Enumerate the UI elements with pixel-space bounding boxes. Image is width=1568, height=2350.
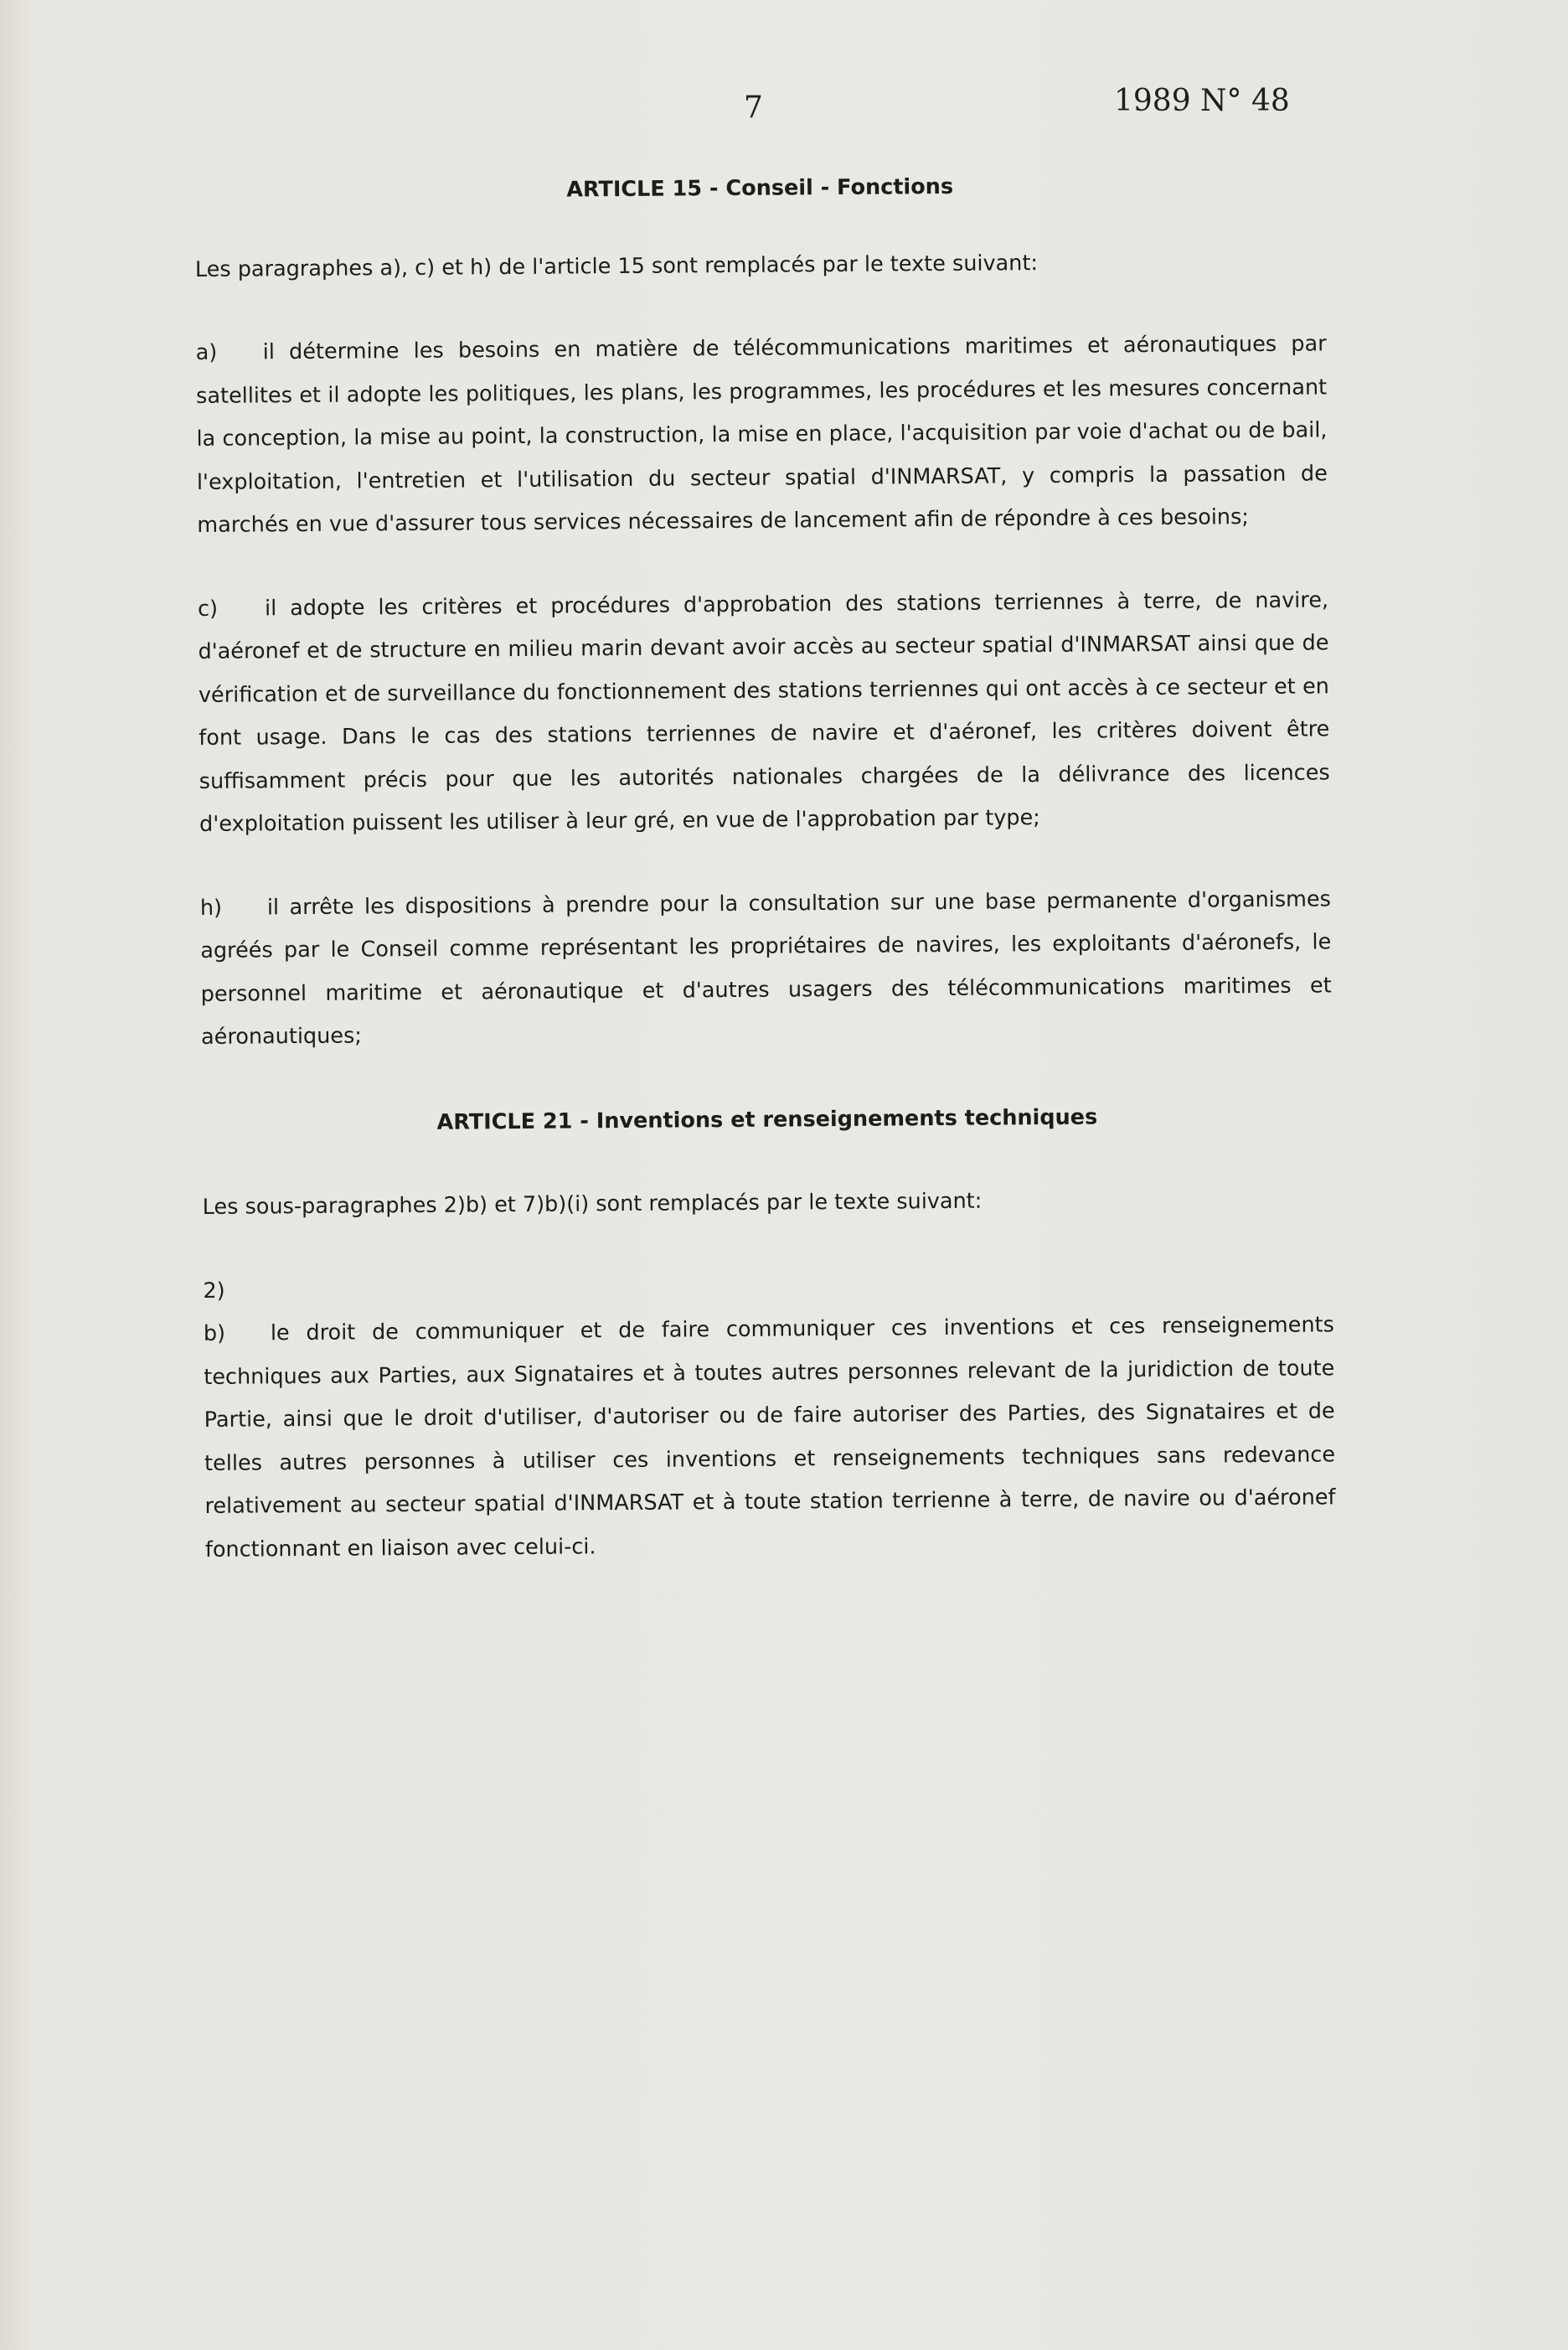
paragraph-h-text: il arrête les dispositions à prendre pour la consultation sur une base permanente d'organismes agréés par le Conseil comme représentant les propriétaires de navires, les exploitants d'aéronefs, le personnel maritime et aéronautique et d'autres usagers des télécommunications maritimes et aéronautiques;	[200, 886, 1332, 1050]
subparagraph-2-label: 2)	[203, 1278, 225, 1304]
paragraph-c	[198, 579, 1330, 847]
paragraph-a	[196, 323, 1328, 547]
paragraph-a-text: il détermine les besoins en matière de télécommunications maritimes et aéronautiques par satellites et il adopte les politiques, les plans, les programmes, les procédures et les mesures concernant la conception, la mise au point, la construction, la mise en place, l'acquisition par voie d'achat ou de bail, l'exploitation, l'entretien et l'utilisation du secteur spatial d'INMARSAT, y compris la passation de marchés en vue d'assurer tous services nécessaires de lancement afin de répondre à ces besoins;	[195, 331, 1328, 538]
page-header	[0, 84, 1568, 134]
journal-reference: 1989 N° 48	[1114, 84, 1290, 118]
paragraph-c-text: il adopte les critères et procédures d'approbation des stations terriennes à terre, de navire, d'aéronef et de structure en milieu marin devant avoir accès au secteur spatial d'INMARSAT ainsi que de vérification et de surveillance du fonctionnement des stations terriennes qui ont accès à ce secteur et en font usage. Dans le cas des stations terriennes de navire et d'aéronef, les critères doivent être suffisamment précis pour que les autorités nationales chargées de la délivrance des licences d'exploitation puissent les utiliser à leur gré, en vue de l'approbation par type;	[198, 586, 1330, 837]
paragraph-h	[200, 878, 1333, 1060]
page-number: 7	[744, 90, 763, 125]
paragraph-2b-text: le droit de communiquer et de faire communiquer ces inventions et ces renseignements techniques aux Parties, aux Signataires et à toutes autres personnes relevant de la juridiction de toute Partie, ainsi que le droit d'utiliser, d'autoriser ou de faire autoriser des Parties, des Signataires et de telles autres personnes à utiliser ces inventions et renseignements techniques sans redevance relativement au secteur spatial d'INMARSAT et à toute station terrienne à terre, de navire ou d'aéronef fonctionnant en liaison avec celui-ci.	[204, 1312, 1336, 1562]
paragraph-a-label: a)	[195, 339, 218, 365]
article-15-heading: ARTICLE 15 - Conseil - Fonctions	[566, 173, 954, 203]
document-body	[194, 163, 1336, 1572]
paragraph-h-label: h)	[199, 895, 223, 921]
paragraph-c-label: c)	[197, 596, 219, 622]
article-21-intro: Les sous-paragraphes 2)b) et 7)b)(i) sont remplacés par le texte suivant:	[202, 1188, 983, 1220]
paragraph-2b-label: b)	[203, 1320, 226, 1346]
article-15-intro: Les paragraphes a), c) et h) de l'article 15 sont remplacés par le texte suivant:	[194, 250, 1039, 282]
paragraph-2b	[204, 1304, 1336, 1572]
article-21-heading: ARTICLE 21 - Inventions et renseignements techniques	[436, 1104, 1098, 1135]
